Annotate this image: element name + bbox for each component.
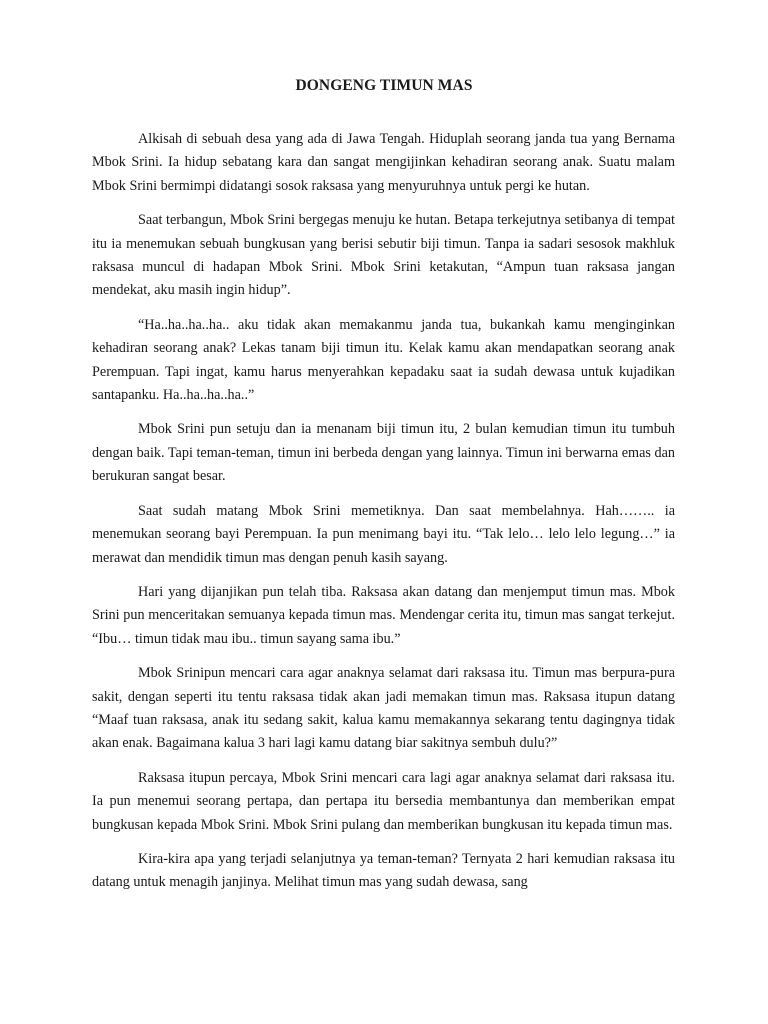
- paragraph: Raksasa itupun percaya, Mbok Srini mencari cara lagi agar anaknya selamat dari raksasa itu. Ia pun menemui seorang pertapa, dan pertapa itu bersedia membantunya dan memberikan empat bungkusan kepada Mbok Srini. Mbok Srini pulang dan memberikan bungkusan itu kepada timun mas.: [92, 769, 675, 833]
- paragraph: Alkisah di sebuah desa yang ada di Jawa Tengah. Hiduplah seorang janda tua yang Bernama Mbok Srini. Ia hidup sebatang kara dan sangat mengijinkan kehadiran seorang anak. Suatu malam Mbok Srini bermimpi didatangi sosok raksasa yang menyuruhnya untuk pergi ke hutan.: [92, 131, 675, 194]
- paragraph: Mbok Srini pun setuju dan ia menanam biji timun itu, 2 bulan kemudian timun itu tumbuh dengan baik. Tapi teman-teman, timun ini berbeda dengan yang lainnya. Timun ini berwarna emas dan berukuran sangat besar.: [92, 421, 675, 485]
- document-title: DONGENG TIMUN MAS: [295, 77, 473, 94]
- paragraph: Saat terbangun, Mbok Srini bergegas menuju ke hutan. Betapa terkejutnya setibanya di tempat itu ia menemukan sebuah bungkusan yang berisi sebutir biji timun. Tanpa ia sadari sesosok makhluk raksasa muncul di hadapan Mbok Srini. Mbok Srini ketakutan, “Ampun tuan raksasa jangan mendekat, aku masih ingin hidup”.: [92, 212, 675, 299]
- paragraph: Saat sudah matang Mbok Srini memetiknya. Dan saat membelahnya. Hah…….. ia menemukan seorang bayi Perempuan. Ia pun menimang bayi itu. “Tak lelo… lelo lelo legung…” ia merawat dan mendidik timun mas dengan penuh kasih sayang.: [92, 502, 675, 566]
- paragraph: “Ha..ha..ha..ha.. aku tidak akan memakanmu janda tua, bukankah kamu menginginkan kehadiran seorang anak? Lekas tanam biji timun itu. Kelak kamu akan mendapatkan seorang anak Perempuan. Tapi ingat, kamu harus menyerahkan kepadaku saat ia sudah dewasa untuk kujadikan santapanku. Ha..ha..ha..ha..”: [92, 316, 675, 404]
- paragraph: Hari yang dijanjikan pun telah tiba. Raksasa akan datang dan menjemput timun mas. Mbok Srini pun menceritakan semuanya kepada timun mas. Mendengar cerita itu, timun mas sangat terkejut. “Ibu… timun tidak mau ibu.. timun sayang sama ibu.”: [92, 583, 675, 647]
- paragraph: Mbok Srinipun mencari cara agar anaknya selamat dari raksasa itu. Timun mas berpura-pura sakit, dengan seperti itu tentu raksasa tidak akan jadi memakan timun mas. Raksasa itupun datang “Maaf tuan raksasa, anak itu sedang sakit, kalua kamu memakannya sekarang tentu dagingnya tidak akan enak. Bagaimana kalua 3 hari lagi kamu datang biar sakitnya sembuh dulu?”: [92, 665, 675, 752]
- paragraph: Kira-kira apa yang terjadi selanjutnya ya teman-teman? Ternyata 2 hari kemudian raksasa itu datang untuk menagih janjinya. Melihat timun mas yang sudah dewasa, sang: [92, 850, 675, 891]
- document-body: [92, 128, 675, 906]
